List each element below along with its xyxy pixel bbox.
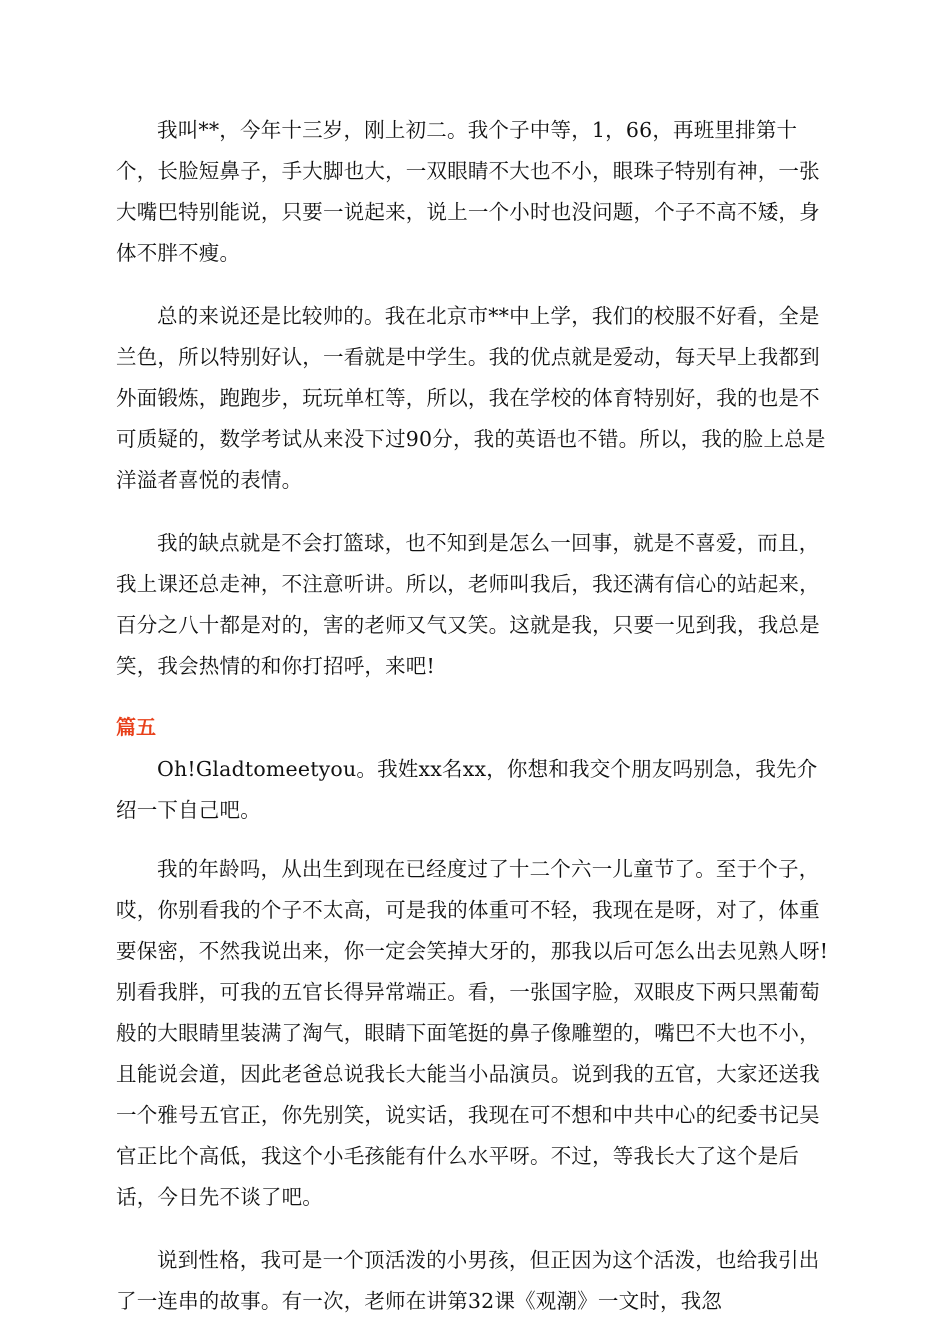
paragraph-5: 我的年龄吗，从出生到现在已经度过了十二个六一儿童节了。至于个子，哎，你别看我的个子不太高，可是我的体重可不轻，我现在是呀，对了，体重要保密，不然我说出来，你一定会笑掉大牙的，那我以后可怎么出去见熟人呀!别看我胖，可我的五官长得异常端正。看，一张国字脸，双眼皮下两只黑葡萄般的大眼睛里装满了淘气，眼睛下面笔挺的鼻子像雕塑的，嘴巴不大也不小，且能说会道，因此老爸总说我长大能当小品演员。说到我的五官，大家还送我一个雅号五官正，你先别笑，说实话，我现在可不想和中共中心的纪委书记吴官正比个高低，我这个小毛孩能有什么水平呀。不过，等我长大了这个是后话，今日先不谈了吧。 xyxy=(116,857,829,1209)
paragraph-4: Oh!Gladtomeetyou。我姓xx名xx，你想和我交个朋友吗别急，我先介绍一下自己吧。 xyxy=(116,757,818,822)
paragraph-3: 我的缺点就是不会打篮球，也不知到是怎么一回事，就是不喜爱，而且，我上课还总走神，不注意听讲。所以，老师叫我后，我还满有信心的站起来，百分之八十都是对的，害的老师又气又笑。这就是我，只要一见到我，我总是笑，我会热情的和你打招呼，来吧! xyxy=(116,531,820,678)
paragraph-1: 我叫**，今年十三岁，刚上初二。我个子中等，1，66，再班里排第十个，长脸短鼻子，手大脚也大，一双眼睛不大也不小，眼珠子特别有神，一张大嘴巴特别能说，只要一说起来，说上一个小时也没问题，个子不高不矮，身体不胖不瘦。 xyxy=(116,118,820,265)
document-body xyxy=(116,110,832,1344)
paragraph-2: 总的来说还是比较帅的。我在北京市**中上学，我们的校服不好看，全是兰色，所以特别好认，一看就是中学生。我的优点就是爱动，每天早上我都到外面锻炼，跑跑步，玩玩单杠等，所以，我在学校的体育特别好，我的也是不可质疑的，数学考试从来没下过90分，我的英语也不错。所以，我的脸上总是洋溢者喜悦的表情。 xyxy=(116,304,826,492)
section-heading: 篇五 xyxy=(116,715,156,739)
paragraph-6: 说到性格，我可是一个顶活泼的小男孩，但正因为这个活泼，也给我引出了一连串的故事。有一次，老师在讲第32课《观潮》一文时，我忽 xyxy=(116,1248,820,1313)
